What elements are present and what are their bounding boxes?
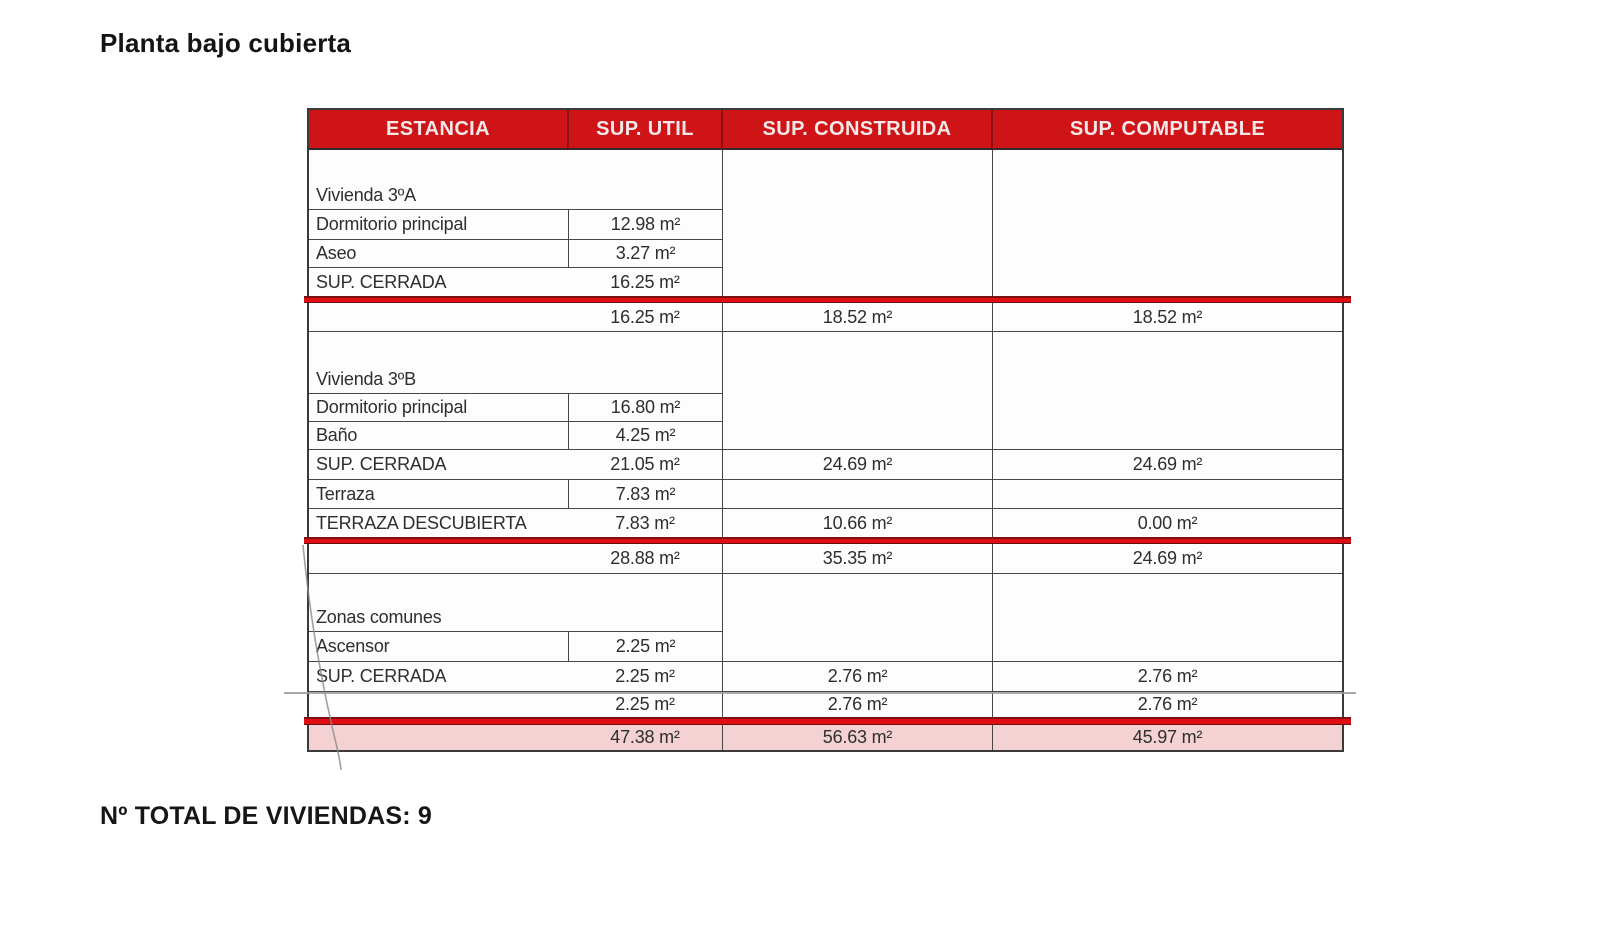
section-title-vivienda-3a: Vivienda 3ºA (309, 150, 723, 210)
sup-construida-value-cell: 2.76 m² (723, 662, 993, 692)
empty-cell (993, 480, 1342, 509)
sup-util-value-cell: 16.25 m² (610, 271, 680, 292)
sup-cerrada-row (309, 450, 723, 480)
empty-cell (723, 480, 993, 509)
sup-cerrada-row (309, 662, 723, 692)
empty-cell (993, 150, 1342, 296)
sup-construida-grand-total-cell: 56.63 m² (723, 725, 993, 750)
sup-util-grand-total-cell: 47.38 m² (610, 727, 680, 747)
sup-computable-grand-total-cell: 45.97 m² (993, 725, 1342, 750)
horizontal-rule-artifact (284, 692, 1356, 694)
sup-util-total-cell: 2.25 m² (615, 694, 675, 714)
sup-util-value-cell: 12.98 m² (569, 210, 723, 240)
room-name-cell: Aseo (309, 240, 569, 268)
sup-computable-value-cell: 24.69 m² (993, 450, 1342, 480)
red-divider-line (304, 717, 1351, 725)
sup-util-value-cell: 16.80 m² (569, 394, 723, 422)
sup-util-value-cell: 7.83 m² (615, 512, 675, 533)
red-divider-line (304, 296, 1351, 303)
sup-construida-total-cell: 2.76 m² (723, 692, 993, 717)
empty-cell (993, 332, 1342, 450)
page-title: Planta bajo cubierta (100, 28, 352, 58)
sup-util-value-cell: 3.27 m² (569, 240, 723, 268)
sup-util-value-cell: 4.25 m² (569, 422, 723, 450)
total-viviendas-text: Nº TOTAL DE VIVIENDAS: 9 (100, 802, 433, 830)
header-sup-construida: SUP. CONSTRUIDA (723, 110, 993, 150)
room-name-cell: Dormitorio principal (309, 210, 569, 240)
sup-computable-total-cell: 2.76 m² (1137, 694, 1198, 714)
room-name-cell: Ascensor (309, 632, 569, 662)
room-name-cell: Baño (309, 422, 569, 450)
sup-computable-total-cell: 24.69 m² (993, 544, 1342, 574)
sup-cerrada-label: SUP. CERRADA (316, 666, 447, 686)
header-estancia: ESTANCIA (309, 110, 569, 150)
sup-util-value-cell: 2.25 m² (615, 666, 675, 686)
grand-total-row (309, 725, 723, 750)
sup-util-total-cell: 16.25 m² (610, 306, 680, 327)
red-divider-line (304, 537, 1351, 544)
terraza-descubierta-label: TERRAZA DESCUBIERTA (316, 512, 527, 533)
sup-computable-value-cell: 2.76 m² (993, 662, 1342, 692)
areas-table (307, 108, 1344, 752)
section-title-vivienda-3b: Vivienda 3ºB (309, 332, 723, 394)
empty-cell (723, 150, 993, 296)
sup-construida-value-cell: 10.66 m² (723, 509, 993, 537)
sup-construida-total-cell: 35.35 m² (723, 544, 993, 574)
sup-util-value-cell: 2.25 m² (569, 632, 723, 662)
empty-cell (993, 574, 1342, 662)
sup-computable-value-cell: 0.00 m² (1137, 512, 1198, 533)
sup-cerrada-label: SUP. CERRADA (316, 271, 447, 292)
header-sup-util: SUP. UTIL (569, 110, 723, 150)
empty-cell (723, 574, 993, 662)
empty-cell (723, 332, 993, 450)
sup-util-total-cell: 28.88 m² (610, 548, 680, 568)
sup-construida-value-cell: 24.69 m² (723, 450, 993, 480)
section-title-zonas-comunes: Zonas comunes (309, 574, 723, 632)
sup-computable-total-cell: 18.52 m² (993, 303, 1342, 332)
terraza-descubierta-row (309, 509, 723, 537)
room-name-cell: Dormitorio principal (309, 394, 569, 422)
sup-util-value-cell: 21.05 m² (610, 454, 680, 474)
section-total-row (309, 692, 723, 717)
sup-construida-total-cell: 18.52 m² (723, 303, 993, 332)
section-total-row (309, 303, 723, 332)
header-sup-computable: SUP. COMPUTABLE (993, 110, 1342, 150)
sup-cerrada-label: SUP. CERRADA (316, 454, 447, 474)
room-name-cell: Terraza (309, 480, 569, 509)
sup-util-value-cell: 7.83 m² (569, 480, 723, 509)
sup-cerrada-row (309, 268, 723, 296)
section-total-row (309, 544, 723, 574)
